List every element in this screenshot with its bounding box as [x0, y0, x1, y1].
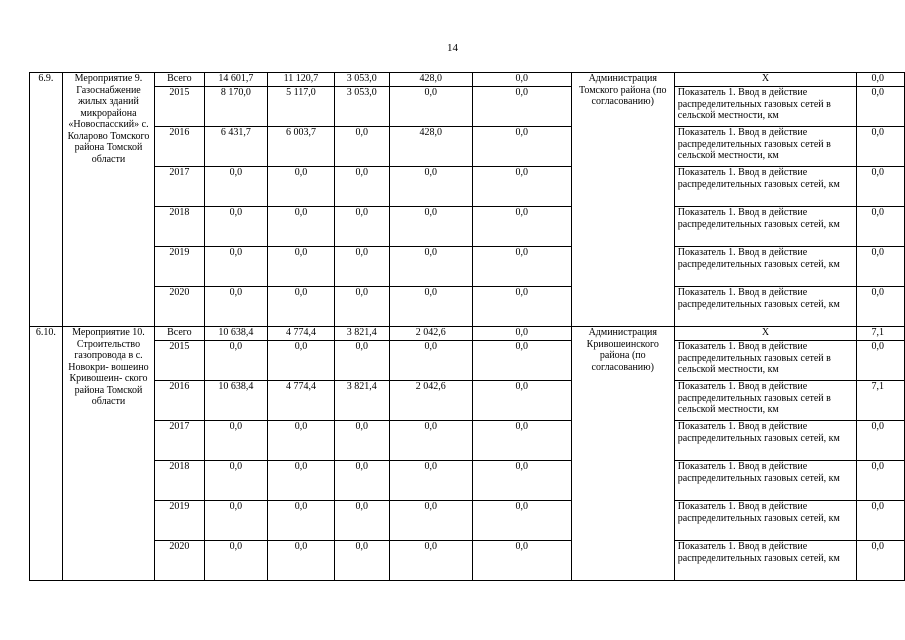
funding-cell-3: 0,0 — [389, 87, 472, 127]
table-row — [30, 167, 905, 207]
indicator-value-cell: 0,0 — [857, 247, 905, 287]
indicator-value-cell: 7,1 — [857, 327, 905, 341]
indicator-cell: Показатель 1. Ввод в действие распределительных газовых сетей в сельской местности, км — [674, 381, 857, 421]
funding-cell-4: 0,0 — [472, 207, 571, 247]
program-events-table — [29, 72, 905, 581]
funding-cell-4: 0,0 — [472, 421, 571, 461]
total-cell: 0,0 — [204, 421, 268, 461]
indicator-value-cell: 0,0 — [857, 167, 905, 207]
funding-cell-3: 0,0 — [389, 501, 472, 541]
total-cell: 0,0 — [204, 341, 268, 381]
year-cell: Всего — [155, 73, 204, 87]
year-cell: 2019 — [155, 501, 204, 541]
funding-cell-1: 0,0 — [268, 541, 335, 581]
table-row — [30, 541, 905, 581]
total-cell: 6 431,7 — [204, 127, 268, 167]
funding-cell-1: 0,0 — [268, 501, 335, 541]
funding-cell-4: 0,0 — [472, 73, 571, 87]
total-cell: 0,0 — [204, 287, 268, 327]
funding-cell-2: 0,0 — [334, 341, 389, 381]
indicator-cell: Показатель 1. Ввод в действие распределительных газовых сетей, км — [674, 461, 857, 501]
funding-cell-2: 0,0 — [334, 247, 389, 287]
funding-cell-4: 0,0 — [472, 461, 571, 501]
table-row — [30, 327, 905, 341]
table-row — [30, 247, 905, 287]
indicator-cell: Х — [674, 73, 857, 87]
funding-cell-1: 11 120,7 — [268, 73, 335, 87]
funding-cell-1: 0,0 — [268, 461, 335, 501]
table-row — [30, 341, 905, 381]
indicator-value-cell: 0,0 — [857, 287, 905, 327]
table-row — [30, 461, 905, 501]
total-cell: 10 638,4 — [204, 327, 268, 341]
total-cell: 0,0 — [204, 167, 268, 207]
total-cell: 0,0 — [204, 501, 268, 541]
indicator-cell: Показатель 1. Ввод в действие распределительных газовых сетей в сельской местности, км — [674, 87, 857, 127]
event-description: Мероприятие 10. Строительство газопровода в с. Новокри- вошеино Кривошеин- ского района Томской области — [62, 327, 154, 581]
indicator-value-cell: 0,0 — [857, 341, 905, 381]
year-cell: 2016 — [155, 127, 204, 167]
year-cell: 2016 — [155, 381, 204, 421]
funding-cell-2: 0,0 — [334, 287, 389, 327]
year-cell: 2018 — [155, 207, 204, 247]
funding-cell-1: 4 774,4 — [268, 381, 335, 421]
total-cell: 0,0 — [204, 461, 268, 501]
year-cell: 2017 — [155, 421, 204, 461]
indicator-cell: Показатель 1. Ввод в действие распределительных газовых сетей, км — [674, 287, 857, 327]
funding-cell-2: 0,0 — [334, 127, 389, 167]
funding-cell-4: 0,0 — [472, 87, 571, 127]
funding-cell-2: 3 821,4 — [334, 327, 389, 341]
indicator-cell: Показатель 1. Ввод в действие распределительных газовых сетей, км — [674, 541, 857, 581]
responsible-executor: Администрация Томского района (по согласованию) — [571, 73, 674, 327]
indicator-cell: Показатель 1. Ввод в действие распределительных газовых сетей в сельской местности, км — [674, 127, 857, 167]
year-cell: 2015 — [155, 341, 204, 381]
indicator-cell: Показатель 1. Ввод в действие распределительных газовых сетей, км — [674, 247, 857, 287]
indicator-cell: Показатель 1. Ввод в действие распределительных газовых сетей, км — [674, 167, 857, 207]
table-row — [30, 381, 905, 421]
funding-cell-2: 0,0 — [334, 167, 389, 207]
indicator-value-cell: 7,1 — [857, 381, 905, 421]
table-row — [30, 87, 905, 127]
funding-cell-4: 0,0 — [472, 167, 571, 207]
funding-cell-2: 0,0 — [334, 421, 389, 461]
funding-cell-3: 0,0 — [389, 341, 472, 381]
indicator-value-cell: 0,0 — [857, 127, 905, 167]
total-cell: 0,0 — [204, 541, 268, 581]
funding-cell-4: 0,0 — [472, 247, 571, 287]
funding-cell-1: 4 774,4 — [268, 327, 335, 341]
indicator-value-cell: 0,0 — [857, 501, 905, 541]
funding-cell-4: 0,0 — [472, 127, 571, 167]
total-cell: 10 638,4 — [204, 381, 268, 421]
responsible-executor: Администрация Кривошеинского района (по согласованию) — [571, 327, 674, 581]
total-cell: 0,0 — [204, 247, 268, 287]
indicator-cell: Х — [674, 327, 857, 341]
indicator-value-cell: 0,0 — [857, 421, 905, 461]
year-cell: 2020 — [155, 541, 204, 581]
year-cell: 2018 — [155, 461, 204, 501]
funding-cell-3: 0,0 — [389, 287, 472, 327]
funding-cell-1: 0,0 — [268, 207, 335, 247]
indicator-cell: Показатель 1. Ввод в действие распределительных газовых сетей, км — [674, 421, 857, 461]
event-code: 6.9. — [30, 73, 63, 327]
funding-cell-3: 0,0 — [389, 167, 472, 207]
funding-cell-1: 0,0 — [268, 287, 335, 327]
funding-cell-2: 3 053,0 — [334, 87, 389, 127]
funding-cell-3: 428,0 — [389, 127, 472, 167]
table-row — [30, 127, 905, 167]
indicator-value-cell: 0,0 — [857, 73, 905, 87]
table-row — [30, 207, 905, 247]
event-code: 6.10. — [30, 327, 63, 581]
total-cell: 8 170,0 — [204, 87, 268, 127]
funding-cell-4: 0,0 — [472, 287, 571, 327]
indicator-cell: Показатель 1. Ввод в действие распределительных газовых сетей, км — [674, 501, 857, 541]
funding-cell-4: 0,0 — [472, 541, 571, 581]
year-cell: 2019 — [155, 247, 204, 287]
funding-cell-3: 2 042,6 — [389, 381, 472, 421]
funding-cell-4: 0,0 — [472, 327, 571, 341]
year-cell: 2015 — [155, 87, 204, 127]
funding-cell-2: 3 821,4 — [334, 381, 389, 421]
total-cell: 0,0 — [204, 207, 268, 247]
table-row — [30, 73, 905, 87]
year-cell: 2017 — [155, 167, 204, 207]
funding-cell-3: 0,0 — [389, 421, 472, 461]
funding-cell-4: 0,0 — [472, 341, 571, 381]
funding-cell-3: 2 042,6 — [389, 327, 472, 341]
funding-cell-2: 0,0 — [334, 501, 389, 541]
funding-cell-1: 0,0 — [268, 247, 335, 287]
funding-cell-2: 0,0 — [334, 207, 389, 247]
indicator-value-cell: 0,0 — [857, 461, 905, 501]
table-row — [30, 501, 905, 541]
table-row — [30, 287, 905, 327]
funding-cell-1: 6 003,7 — [268, 127, 335, 167]
funding-cell-2: 0,0 — [334, 541, 389, 581]
funding-cell-3: 0,0 — [389, 247, 472, 287]
indicator-value-cell: 0,0 — [857, 541, 905, 581]
funding-cell-1: 5 117,0 — [268, 87, 335, 127]
event-description: Мероприятие 9. Газоснабжение жилых зданий микрорайона «Новоспасский» с. Коларово Томского района Томской области — [62, 73, 154, 327]
indicator-cell: Показатель 1. Ввод в действие распределительных газовых сетей, км — [674, 207, 857, 247]
funding-cell-2: 0,0 — [334, 461, 389, 501]
funding-cell-1: 0,0 — [268, 421, 335, 461]
indicator-cell: Показатель 1. Ввод в действие распределительных газовых сетей в сельской местности, км — [674, 341, 857, 381]
indicator-value-cell: 0,0 — [857, 207, 905, 247]
funding-cell-3: 0,0 — [389, 541, 472, 581]
year-cell: Всего — [155, 327, 204, 341]
funding-cell-1: 0,0 — [268, 167, 335, 207]
funding-cell-2: 3 053,0 — [334, 73, 389, 87]
funding-cell-4: 0,0 — [472, 381, 571, 421]
indicator-value-cell: 0,0 — [857, 87, 905, 127]
page-number: 14 — [447, 42, 458, 54]
year-cell: 2020 — [155, 287, 204, 327]
funding-cell-1: 0,0 — [268, 341, 335, 381]
table-row — [30, 421, 905, 461]
funding-cell-4: 0,0 — [472, 501, 571, 541]
funding-cell-3: 0,0 — [389, 207, 472, 247]
funding-cell-3: 0,0 — [389, 461, 472, 501]
funding-cell-3: 428,0 — [389, 73, 472, 87]
total-cell: 14 601,7 — [204, 73, 268, 87]
